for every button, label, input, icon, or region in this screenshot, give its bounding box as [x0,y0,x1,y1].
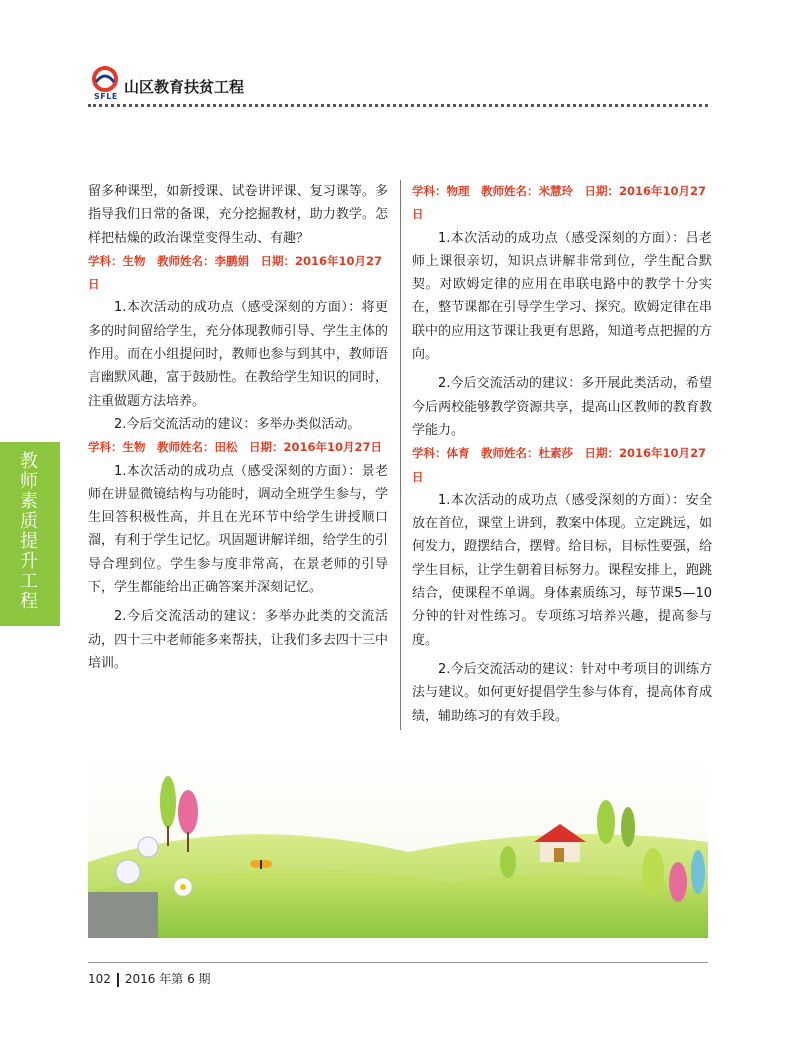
page-header [88,66,708,106]
side-tab [0,442,60,626]
entry-paragraph: 1.本次活动的成功点（感受深刻的方面）：景老师在讲显微镜结构与功能时，调动全班学生参与，学生回答积极性高，并且在光环节中给学生讲授顺口溜，有利于学生记忆。巩固题讲解详细，给学生的引导合理到位。学生参与度非常高，在景老师的引导下，学生都能给出正确答案并深刻记忆。 [88,463,388,596]
side-tab-label: 教师素质提升工程 [20,451,38,612]
entry-paragraph: 2.今后交流活动的建议：针对中考项目的训练方法与建议。如何更好提倡学生参与体育，提高体育成绩，辅助练习的有效手段。 [412,661,712,724]
logo-text: SFLE [94,92,118,101]
spring-landscape-illustration [88,752,708,938]
entry-paragraph: 1.本次活动的成功点（感受深刻的方面）：安全放在首位，课堂上讲到，教案中体现。立定跳远，如何发力，蹬摆结合，摆臂。给目标，目标性要强，给学生目标，让学生朝着目标努力。课程安排上，跑跳结合，使课程不单调。身体素质练习，每节课5—10分钟的针对性练习。专项练习培养兴趣，提高参与度。 [412,492,712,648]
entry-meta-biology-2: 学科：生物 教师姓名：田松 日期：2016年10月27日 [88,440,383,455]
entry-paragraph: 1.本次活动的成功点（感受深刻的方面）：将更多的时间留给学生，充分体现教师引导、学生主体的作用。而在小组提问时，教师也参与到其中，教师语言幽默风趣，富于鼓励性。在教给学生知识的同时，注重做题方法培养。 [88,300,388,409]
entry-paragraph: 1.本次活动的成功点（感受深刻的方面）：吕老师上课很亲切，知识点讲解非常到位，学生配合默契。对欧姆定律的应用在串联电路中的教学十分实在，整节课都在引导学生学习、探究。欧姆定律在串联中的应用这节课让我更有思路，知道考点把握的方向。 [412,230,712,363]
column-divider [400,180,401,730]
left-intro-paragraph: 留多种课型，如新授课、试卷讲评课、复习课等。多指导我们日常的备课，充分挖掘教材，助力教学。怎样把枯燥的政治课堂变得生动、有趣？ [88,184,388,246]
issue-label: 2016 年第 6 期 [124,972,211,986]
entry-meta-biology-1: 学科：生物 教师姓名：李鹏娟 日期：2016年10月27日 [88,253,383,292]
footer-rule [88,962,708,963]
entry-meta-physics: 学科：物理 教师姓名：米慧玲 日期：2016年10月27日 [412,184,707,222]
header-dotted-rule [88,104,708,107]
entry-paragraph: 2.今后交流活动的建议：多举办类似活动。 [114,416,361,432]
page-number: 102 [88,972,111,986]
left-column [88,180,388,675]
right-column [412,180,712,728]
entry-paragraph: 2.今后交流活动的建议：多开展此类活动，希望今后两校能够教学资源共享，提高山区教师的教育教学能力。 [412,376,712,438]
entry-paragraph: 2.今后交流活动的建议：多举办此类的交流活动，四十三中老师能多来帮扶，让我们多去四十三中培训。 [88,609,388,671]
page-footer [88,970,211,987]
entry-meta-pe: 学科：体育 教师姓名：杜素莎 日期：2016年10月27日 [412,446,707,484]
header-title: 山区教育扶贫工程 [124,78,245,96]
footer-separator [117,973,119,987]
